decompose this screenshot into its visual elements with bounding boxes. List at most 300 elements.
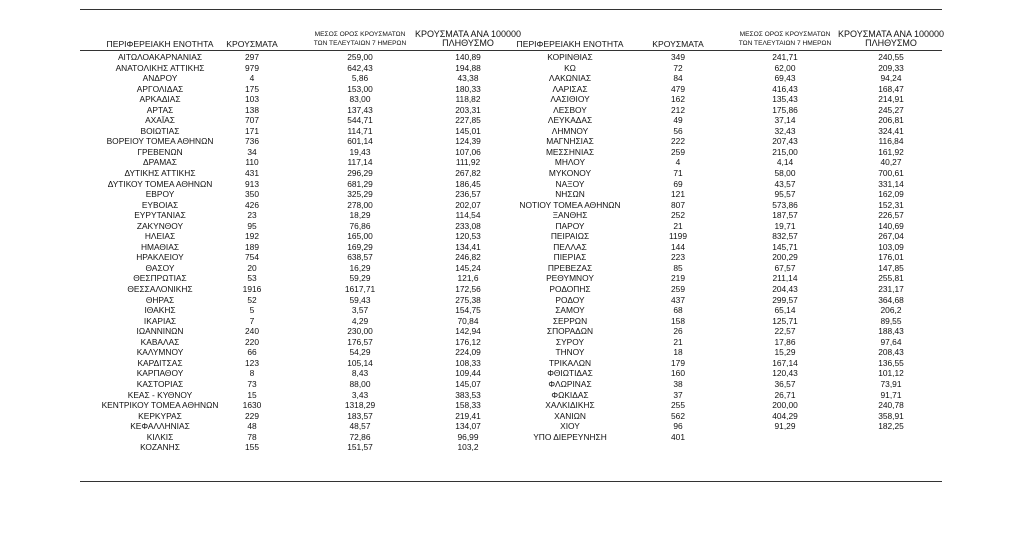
cases-cell: 222 [671,136,685,147]
region-cell: ΚΕΦΑΛΛΗΝΙΑΣ [130,421,190,432]
avg-cell: 183,57 [347,410,373,421]
cases-cell: 160 [671,368,685,379]
cases-cell: 4 [249,73,255,84]
avg-cell: 153,00 [347,83,373,94]
cases-cell: 95 [247,220,257,231]
region-cell: ΡΟΔΟΠΗΣ [549,284,591,295]
avg-cell: 204,43 [772,284,798,295]
cases-cell: 66 [247,347,257,358]
cases-cell: 96 [673,421,683,432]
avg-cell: 416,43 [772,83,798,94]
region-cell: ΚΕΑΣ - ΚΥΘΝΟΥ [127,389,193,400]
cases-cell: 53 [247,273,257,284]
avg-cell: 88,00 [349,378,371,389]
region-cell: ΛΗΜΝΟΥ [551,125,589,136]
region-cell: ΘΕΣΣΑΛΟΝΙΚΗΣ [127,284,193,295]
avg-cell: 117,14 [347,157,373,168]
avg-cell: 83,00 [349,94,371,105]
avg-cell: 54,29 [349,347,371,358]
per100k-cell: 214,91 [878,94,904,105]
region-cell: ΝΟΤΙΟΥ ΤΟΜΕΑ ΑΘΗΝΩΝ [519,199,621,210]
per100k-cell: 140,69 [878,220,904,231]
region-cell: ΚΑΡΔΙΤΣΑΣ [137,357,183,368]
per100k-cell: 275,38 [455,294,481,305]
region-cell: ΡΟΔΟΥ [555,294,585,305]
region-cell: ΞΑΝΘΗΣ [552,210,588,221]
cases-cell: 189 [245,241,259,252]
avg-cell: 207,43 [772,136,798,147]
region-cell: ΚΑΒΑΛΑΣ [140,336,180,347]
cases-cell: 37 [673,389,683,400]
avg-cell: 211,14 [772,273,798,284]
avg-cell: 26,71 [774,389,796,400]
per100k-cell: 700,61 [878,168,904,179]
per100k-cell: 176,12 [455,336,481,347]
region-cell: ΑΡΓΟΛΙΔΑΣ [136,83,184,94]
region-cell: ΕΥΒΟΙΑΣ [141,199,179,210]
cases-cell: 259 [671,284,685,295]
avg-cell: 404,29 [772,410,798,421]
avg-cell: 114,71 [347,125,373,136]
cases-cell: 240 [245,326,259,337]
avg-cell: 832,57 [772,231,798,242]
region-cell: ΔΥΤΙΚΗΣ ΑΤΤΙΚΗΣ [124,168,196,179]
cases-cell: 255 [671,400,685,411]
avg-cell: 18,29 [349,210,371,221]
cases-cell: 252 [671,210,685,221]
per100k-cell: 176,01 [878,252,904,263]
header-rule [80,50,942,51]
cases-cell: 175 [245,83,259,94]
avg-cell: 200,29 [772,252,798,263]
region-cell: ΚΩ [564,62,576,73]
per100k-cell: 188,43 [878,326,904,337]
cases-cell: 1630 [242,400,262,411]
region-cell: ΛΑΚΩΝΙΑΣ [548,73,592,84]
avg-cell: 19,43 [349,146,371,157]
per100k-cell: 40,27 [880,157,902,168]
avg-cell: 67,57 [774,262,796,273]
region-cell: ΘΕΣΠΡΩΤΙΑΣ [133,273,187,284]
avg-cell: 167,14 [772,357,798,368]
avg-cell: 642,43 [347,62,373,73]
per100k-cell: 236,57 [455,189,481,200]
avg-cell: 137,43 [347,104,373,115]
right-header-avg [725,30,845,48]
avg-cell: 241,71 [772,52,798,62]
avg-cell: 95,57 [774,189,796,200]
avg-cell: 187,57 [772,210,798,221]
per100k-cell: 202,07 [455,199,481,210]
region-cell: ΚΕΡΚΥΡΑΣ [138,410,182,421]
per100k-cell: 209,33 [878,62,904,73]
region-cell: ΠΑΡΟΥ [555,220,585,231]
avg-cell: 681,29 [347,178,373,189]
cases-cell: 479 [671,83,685,94]
region-cell: ΑΧΑΪΑΣ [145,115,175,126]
region-cell: ΛΕΣΒΟΥ [553,104,587,115]
region-cell: ΑΝΑΤΟΛΙΚΗΣ ΑΤΤΙΚΗΣ [115,62,205,73]
region-cell: ΑΝΔΡΟΥ [142,73,178,84]
region-cell: ΜΥΚΟΝΟΥ [548,168,592,179]
per100k-cell: 186,45 [455,178,481,189]
avg-cell: 175,86 [772,104,798,115]
avg-cell: 59,43 [349,294,371,305]
avg-cell: 230,00 [347,326,373,337]
region-cell: ΚΟΡΙΝΘΙΑΣ [547,52,593,62]
per100k-cell: 145,01 [455,125,481,136]
per100k-cell: 124,39 [455,136,481,147]
region-cell: ΘΗΡΑΣ [145,294,175,305]
region-cell: ΔΡΑΜΑΣ [143,157,177,168]
right-header-cases: ΚΡΟΥΣΜΑΤΑ [652,39,704,49]
avg-cell: 1617,71 [344,284,376,295]
per100k-cell: 255,81 [878,273,904,284]
avg-cell: 37,14 [774,115,796,126]
per100k-cell: 358,91 [878,410,904,421]
cases-cell: 297 [245,52,259,62]
per100k-cell: 134,07 [455,421,481,432]
per100k-cell: 240,55 [878,52,904,62]
left-header-cases: ΚΡΟΥΣΜΑΤΑ [226,39,278,49]
cases-cell: 84 [673,73,683,84]
region-cell: ΦΘΙΩΤΙΔΑΣ [547,368,593,379]
left-header-per100k-line1: ΚΡΟΥΣΜΑΤΑ ΑΝΑ 100000 [415,29,521,39]
region-cell: ΦΩΚΙΔΑΣ [551,389,589,400]
per100k-cell: 96,99 [457,431,479,442]
per100k-cell: 206,2 [880,305,902,316]
per100k-cell: 172,56 [455,284,481,295]
avg-cell: 145,71 [772,241,798,252]
region-cell: ΜΗΛΟΥ [554,157,586,168]
avg-cell: 8,43 [351,368,369,379]
region-cell: ΚΟΖΑΝΗΣ [140,442,180,453]
per100k-cell: 108,33 [455,357,481,368]
region-cell: ΒΟΙΩΤΙΑΣ [140,125,180,136]
cases-cell: 4 [675,157,681,168]
cases-cell: 155 [245,442,259,453]
cases-cell: 1199 [668,231,687,242]
avg-cell: 638,57 [347,252,373,263]
avg-cell: 32,43 [774,125,796,136]
per100k-cell: 206,81 [878,115,904,126]
per100k-cell: 73,91 [880,378,902,389]
per100k-cell: 147,85 [878,262,904,273]
right-header-per100k-line2: ΠΛΗΘΥΣΜΟ [865,38,917,48]
per100k-cell: 158,33 [455,400,481,411]
region-cell: ΠΡΕΒΕΖΑΣ [547,262,593,273]
cases-cell: 23 [247,210,257,221]
per100k-cell: 231,17 [878,284,904,295]
avg-cell: 58,00 [774,168,796,179]
avg-cell: 544,71 [347,115,373,126]
region-cell: ΔΥΤΙΚΟΥ ΤΟΜΕΑ ΑΘΗΝΩΝ [107,178,213,189]
avg-cell: 215,00 [772,146,798,157]
avg-cell: 165,00 [347,231,373,242]
per100k-cell: 383,53 [455,389,481,400]
region-cell: ΠΕΙΡΑΙΩΣ [550,231,590,242]
cases-cell: 103 [245,94,259,105]
avg-cell: 151,57 [347,442,373,453]
top-rule [80,9,942,10]
avg-cell: 573,86 [772,199,798,210]
avg-cell: 169,29 [347,241,373,252]
per100k-cell: 227,85 [455,115,481,126]
per100k-cell: 240,78 [878,400,904,411]
avg-cell: 72,86 [349,431,371,442]
region-cell: ΑΙΤΩΛΟΑΚΑΡΝΑΝΙΑΣ [117,52,203,62]
cases-cell: 223 [671,252,685,263]
cases-cell: 220 [245,336,259,347]
left-header-avg-line1: ΜΕΣΟΣ ΟΡΟΣ ΚΡΟΥΣΜΑΤΩΝ [314,31,406,38]
per100k-cell: 89,55 [880,315,902,326]
avg-cell: 62,00 [774,62,796,73]
avg-cell: 22,57 [774,326,796,337]
cases-cell: 158 [671,315,685,326]
per100k-cell: 168,47 [878,83,904,94]
avg-cell: 5,86 [351,73,369,84]
per100k-cell: 203,31 [455,104,481,115]
cases-cell: 754 [245,252,259,263]
avg-cell: 17,86 [774,336,796,347]
per100k-cell: 134,41 [455,241,481,252]
per100k-cell: 136,55 [878,357,904,368]
cases-cell: 121 [671,189,685,200]
left-header-region: ΠΕΡΙΦΕΡΕΙΑΚΗ ΕΝΟΤΗΤΑ [106,39,214,49]
region-cell: ΤΡΙΚΑΛΩΝ [548,357,592,368]
cases-cell: 72 [673,62,683,73]
per100k-cell: 152,31 [878,199,904,210]
region-cell: ΡΕΘΥΜΝΟΥ [546,273,594,284]
region-cell: ΚΑΡΠΑΘΟΥ [136,368,184,379]
per100k-cell: 97,64 [880,336,902,347]
region-cell: ΜΑΓΝΗΣΙΑΣ [546,136,594,147]
cases-cell: 171 [245,125,259,136]
region-cell: ΚΕΝΤΡΙΚΟΥ ΤΟΜΕΑ ΑΘΗΝΩΝ [101,400,219,411]
region-cell: ΝΗΣΩΝ [555,189,585,200]
region-cell: ΖΑΚΥΝΘΟΥ [136,220,184,231]
per100k-cell: 267,82 [455,168,481,179]
per100k-cell: 70,84 [457,315,479,326]
per100k-cell: 91,71 [880,389,902,400]
cases-cell: 219 [671,273,685,284]
region-cell: ΚΙΛΚΙΣ [146,431,174,442]
avg-cell: 176,57 [347,336,373,347]
per100k-cell: 245,27 [878,104,904,115]
cases-cell: 807 [671,199,685,210]
avg-cell: 65,14 [774,305,796,316]
cases-cell: 20 [247,262,257,273]
cases-cell: 123 [245,357,259,368]
cases-cell: 350 [245,189,259,200]
region-cell: ΓΡΕΒΕΝΩΝ [137,146,183,157]
cases-cell: 8 [249,368,255,379]
cases-cell: 78 [247,431,257,442]
region-cell: ΜΕΣΣΗΝΙΑΣ [545,146,595,157]
per100k-cell: 120,53 [455,231,481,242]
per100k-cell: 324,41 [878,125,904,136]
avg-cell: 296,29 [347,168,373,179]
region-cell: ΚΑΛΥΜΝΟΥ [136,347,184,358]
left-header-avg [300,30,420,48]
region-cell: ΤΗΝΟΥ [555,347,585,358]
cases-cell: 49 [673,115,683,126]
avg-cell: 3,43 [351,389,369,400]
region-cell: ΛΑΡΙΣΑΣ [552,83,588,94]
cases-cell: 21 [673,336,683,347]
avg-cell: 76,86 [349,220,371,231]
region-cell: ΣΥΡΟΥ [555,336,585,347]
cases-cell: 85 [673,262,683,273]
cases-cell: 437 [671,294,685,305]
per100k-cell: 145,24 [455,262,481,273]
per100k-cell: 226,57 [878,210,904,221]
avg-cell: 3,57 [351,305,369,316]
region-cell: ΣΑΜΟΥ [555,305,585,316]
region-cell: ΑΡΤΑΣ [146,104,174,115]
region-cell: ΝΑΞΟΥ [555,178,585,189]
per100k-cell: 154,75 [455,305,481,316]
region-cell: ΠΙΕΡΙΑΣ [553,252,587,263]
cases-cell: 1916 [242,284,262,295]
avg-cell: 105,14 [347,357,373,368]
avg-cell: 259,00 [347,52,373,62]
per100k-cell: 224,09 [455,347,481,358]
cases-cell: 48 [247,421,257,432]
region-cell: ΧΑΛΚΙΔΙΚΗΣ [545,400,595,411]
per100k-cell: 101,12 [878,368,904,379]
avg-cell: 1318,29 [344,400,376,411]
region-cell: ΠΕΛΛΑΣ [553,241,587,252]
cases-cell: 431 [245,168,259,179]
cases-cell: 401 [671,431,685,442]
region-cell: ΙΩΑΝΝΙΝΩΝ [136,326,184,337]
avg-cell: 19,71 [774,220,796,231]
region-cell: ΚΑΣΤΟΡΙΑΣ [136,378,184,389]
region-cell: ΗΡΑΚΛΕΙΟΥ [136,252,184,263]
left-header-avg-line2: ΤΩΝ ΤΕΛΕΥΤΑΙΩΝ 7 ΗΜΕΡΩΝ [313,40,407,47]
region-cell: ΙΘΑΚΗΣ [144,305,176,316]
per100k-cell: 111,92 [455,157,481,168]
per100k-cell: 116,84 [878,136,904,147]
region-cell: ΒΟΡΕΙΟΥ ΤΟΜΕΑ ΑΘΗΝΩΝ [106,136,214,147]
avg-cell: 4,14 [776,157,794,168]
right-header-avg-line1: ΜΕΣΟΣ ΟΡΟΣ ΚΡΟΥΣΜΑΤΩΝ [739,31,831,38]
avg-cell: 325,29 [347,189,373,200]
cases-cell: 144 [671,241,685,252]
cases-cell: 5 [249,305,255,316]
cases-cell: 349 [671,52,685,62]
per100k-cell: 233,08 [455,220,481,231]
avg-cell: 91,29 [774,421,796,432]
avg-cell: 601,14 [347,136,373,147]
region-cell: ΛΕΥΚΑΔΑΣ [547,115,593,126]
avg-cell: 16,29 [349,262,371,273]
bottom-rule [80,481,942,482]
right-header-per100k [832,30,950,48]
per100k-cell: 180,33 [455,83,481,94]
region-cell: ΣΠΟΡΑΔΩΝ [546,326,594,337]
region-cell: ΕΥΡΥΤΑΝΙΑΣ [134,210,186,221]
per100k-cell: 118,82 [455,94,481,105]
cases-cell: 426 [245,199,259,210]
avg-cell: 200,00 [772,400,798,411]
cases-cell: 71 [673,168,683,179]
cases-cell: 38 [673,378,683,389]
cases-cell: 56 [673,125,683,136]
per100k-cell: 109,44 [455,368,481,379]
avg-cell: 36,57 [774,378,796,389]
region-cell: ΛΑΣΙΘΙΟΥ [550,94,590,105]
per100k-cell: 114,54 [455,210,481,221]
avg-cell: 69,43 [774,73,796,84]
region-cell: ΧΙΟΥ [560,421,580,432]
avg-cell: 59,29 [349,273,371,284]
region-cell: ΙΚΑΡΙΑΣ [143,315,177,326]
per100k-cell: 331,14 [878,178,904,189]
cases-cell: 15 [247,389,257,400]
right-header-avg-line2: ΤΩΝ ΤΕΛΕΥΤΑΙΩΝ 7 ΗΜΕΡΩΝ [738,40,832,47]
cases-cell: 913 [245,178,259,189]
avg-cell: 278,00 [347,199,373,210]
per100k-cell: 43,38 [457,73,479,84]
per100k-cell: 103,2 [457,442,479,453]
per100k-cell: 162,09 [878,189,904,200]
cases-cell: 212 [671,104,685,115]
per100k-cell: 103,09 [878,241,904,252]
per100k-cell: 364,68 [878,294,904,305]
cases-cell: 192 [245,231,259,242]
per100k-cell: 140,89 [455,52,481,62]
per100k-cell: 194,88 [455,62,481,73]
left-header-per100k-line2: ΠΛΗΘΥΣΜΟ [442,38,494,48]
cases-cell: 138 [245,104,259,115]
avg-cell: 48,57 [349,421,371,432]
region-cell: ΗΛΕΙΑΣ [144,231,176,242]
avg-cell: 125,71 [772,315,798,326]
avg-cell: 135,43 [772,94,798,105]
cases-cell: 7 [249,315,255,326]
region-cell: ΣΕΡΡΩΝ [552,315,588,326]
region-cell: ΑΡΚΑΔΙΑΣ [139,94,181,105]
cases-cell: 69 [673,178,683,189]
right-header-per100k-line1: ΚΡΟΥΣΜΑΤΑ ΑΝΑ 100000 [838,29,944,39]
cases-cell: 162 [671,94,685,105]
cases-cell: 736 [245,136,259,147]
cases-cell: 18 [673,347,683,358]
right-header-region: ΠΕΡΙΦΕΡΕΙΑΚΗ ΕΝΟΤΗΤΑ [516,39,624,49]
cases-cell: 562 [671,410,685,421]
cases-cell: 52 [247,294,257,305]
region-cell: ΗΜΑΘΙΑΣ [140,241,180,252]
per100k-cell: 142,94 [455,326,481,337]
avg-cell: 43,57 [774,178,796,189]
region-cell: ΕΒΡΟΥ [145,189,175,200]
per100k-cell: 246,82 [455,252,481,263]
per100k-cell: 219,41 [455,410,481,421]
cases-cell: 34 [247,146,257,157]
cases-cell: 110 [245,157,259,168]
cases-cell: 979 [245,62,259,73]
per100k-cell: 107,06 [455,146,481,157]
per100k-cell: 182,25 [878,421,904,432]
cases-cell: 707 [245,115,259,126]
avg-cell: 299,57 [772,294,798,305]
avg-cell: 15,29 [774,347,796,358]
cases-cell: 259 [671,146,685,157]
region-cell: ΦΛΩΡΙΝΑΣ [548,378,592,389]
region-cell: ΘΑΣΟΥ [145,262,175,273]
